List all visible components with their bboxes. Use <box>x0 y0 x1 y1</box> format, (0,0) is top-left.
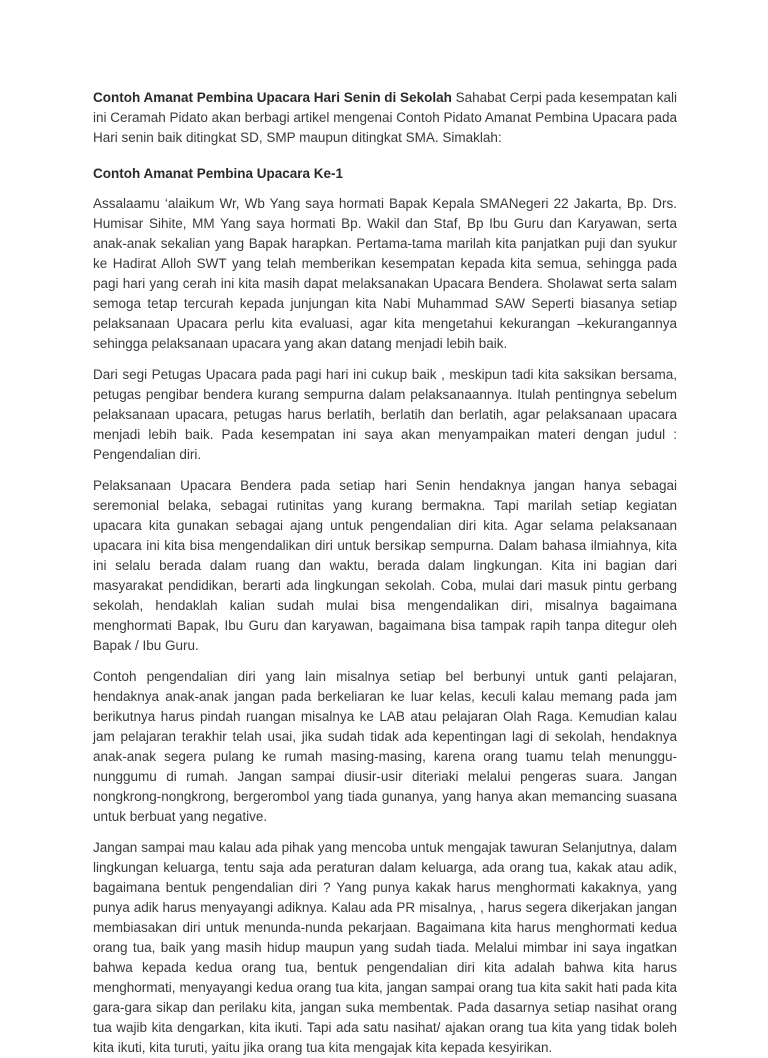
section-heading: Contoh Amanat Pembina Upacara Ke-1 <box>93 166 344 181</box>
intro-paragraph <box>93 88 677 148</box>
intro-text: Sahabat Cerpi pada kesempatan kali ini Ceramah Pidato akan berbagi artikel mengenai Contoh Pidato Amanat Pembina Upacara pada Hari senin baik ditingkat SD, SMP maupun ditingkat SMA. Simaklah: <box>93 90 677 145</box>
paragraph: Jangan sampai mau kalau ada pihak yang mencoba untuk mengajak tawuran Selanjutnya, dalam lingkungan keluarga, tentu saja ada peraturan dalam keluarga, ada orang tua, kakak atau adik, bagaimana bentuk pengendalian diri ? Yang punya kakak harus menghormati kakaknya, yang punya adik harus menyayangi adiknya. Kalau ada PR misalnya, , harus segera dikerjakan jangan membiasakan diri untuk menunda-nunda pekarjaan. Bagaimana kita harus menghormati kedua orang tua, baik yang masih hidup maupun yang sudah tiada. Melalui mimbar ini saya ingatkan bahwa kepada kedua orang tua, bentuk pengendalian diri kita adalah bahwa kita harus menghormati, menyayangi kedua orang tua kita, jangan sampai orang tua kita sakit hati pada kita gara-gara sikap dan perilaku kita, jangan suka membentak. Pada dasarnya setiap nasihat orang tua wajib kita dengarkan, kita ikuti. Tapi ada satu nasihat/ ajakan orang tua kita yang tidak boleh kita ikuti, kita turuti, yaitu jika orang tua kita mengajak kita kepada kesyirikan. <box>93 840 677 1055</box>
paragraph: Assalaamu ‘alaikum Wr, Wb Yang saya hormati Bapak Kepala SMANegeri 22 Jakarta, Bp. Drs. Humisar Sihite, MM Yang saya hormati Bp. Wakil dan Staf, Bp Ibu Guru dan Karyawan, serta anak-anak sekalian yang Bapak harapkan. Pertama-tama marilah kita panjatkan puji dan syukur ke Hadirat Alloh SWT yang telah memberikan kesempatan kepada kita semua, sehingga pada pagi hari yang cerah ini kita masih dapat melaksanakan Upacara Bendera. Sholawat serta salam semoga tetap tercurah kepada junjungan kita Nabi Muhammad SAW Seperti biasanya setiap pelaksanaan Upacara perlu kita evaluasi, agar kita mengetahui kekurangan –kekurangannya sehingga pelaksanaan upacara yang akan datang menjadi lebih baik. <box>93 196 677 351</box>
intro-bold-title: Contoh Amanat Pembina Upacara Hari Senin di Sekolah <box>93 90 452 105</box>
paragraph: Pelaksanaan Upacara Bendera pada setiap hari Senin hendaknya jangan hanya sebagai seremonial belaka, sebagai rutinitas yang kurang bermakna. Tapi marilah setiap kegiatan upacara kita gunakan sebagai ajang untuk pengendalian diri kita. Agar selama pelaksanaan upacara ini kita bisa mengendalikan diri untuk bersikap sempurna. Dalam bahasa ilmiahnya, kita ini selalu berada dalam ruang dan waktu, berada dalam lingkungan. Kita ini bagian dari masyarakat pendidikan, berarti ada lingkungan sekolah. Coba, mulai dari masuk pintu gerbang sekolah, hendaklah kalian sudah mulai bisa mengendalikan diri, misalnya bagaimana menghormati Bapak, Ibu Guru dan karyawan, bagaimana bisa tampak rapih tanpa ditegur oleh Bapak / Ibu Guru. <box>93 478 677 653</box>
paragraph: Dari segi Petugas Upacara pada pagi hari ini cukup baik , meskipun tadi kita saksikan bersama, petugas pengibar bendera kurang sempurna dalam pelaksanaannya. Itulah pentingnya sebelum pelaksanaan upacara, petugas harus berlatih, berlatih dan berlatih, agar pelaksanaan upacara menjadi lebih baik. Pada kesempatan ini saya akan menyampaikan materi dengan judul : Pengendalian diri. <box>93 367 677 462</box>
paragraph: Contoh pengendalian diri yang lain misalnya setiap bel berbunyi untuk ganti pelajaran, hendaknya anak-anak jangan pada berkeliaran ke luar kelas, keculi kalau memang pada jam berikutnya harus pindah ruangan misalnya ke LAB atau pelajaran Olah Raga. Kemudian kalau jam pelajaran terakhir telah usai, jika sudah tidak ada kepentingan lagi di sekolah, hendaknya anak-anak segera pulang ke rumah masing-masing, karena orang tuamu telah menunggu-nunggumu di rumah. Jangan sampai diusir-usir diteriaki melalui pengeras suara. Jangan nongkrong-nongkrong, bergerombol yang tiada gunanya, yang hanya akan memancing suasana untuk berbuat yang negative. <box>93 669 677 824</box>
